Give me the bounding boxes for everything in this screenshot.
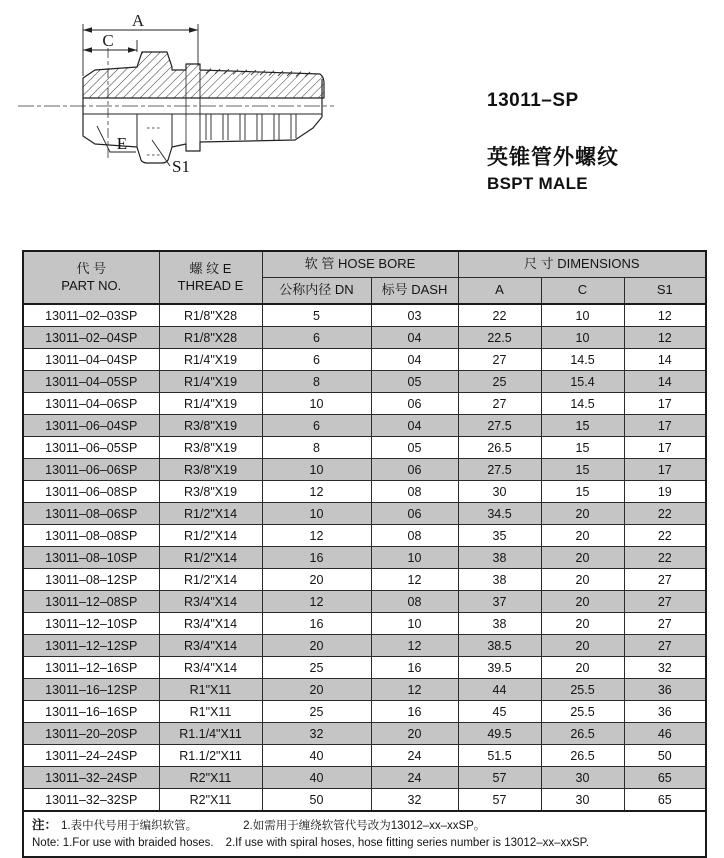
cell-a: 49.5 xyxy=(458,723,541,745)
cell-thread_e: R1.1/4"X11 xyxy=(159,723,262,745)
center-lines xyxy=(18,48,334,158)
cell-s1: 36 xyxy=(624,701,706,723)
cell-part_no: 13011–08–12SP xyxy=(23,569,159,591)
col-header-dn: 公称内径 DN xyxy=(262,278,371,305)
cell-part_no: 13011–06–05SP xyxy=(23,437,159,459)
cell-thread_e: R3/4"X14 xyxy=(159,591,262,613)
cell-part_no: 13011–20–20SP xyxy=(23,723,159,745)
cell-thread_e: R3/8"X19 xyxy=(159,459,262,481)
dim-label-c: C xyxy=(102,31,114,50)
cell-c: 14.5 xyxy=(541,393,624,415)
cell-dash: 20 xyxy=(371,723,458,745)
dimension-c xyxy=(83,31,137,53)
cell-part_no: 13011–06–08SP xyxy=(23,481,159,503)
cell-dn: 40 xyxy=(262,767,371,789)
cell-c: 20 xyxy=(541,591,624,613)
cell-thread_e: R1/4"X19 xyxy=(159,393,262,415)
cell-part_no: 13011–06–06SP xyxy=(23,459,159,481)
cell-thread_e: R2"X11 xyxy=(159,767,262,789)
cell-s1: 12 xyxy=(624,304,706,327)
spec-table xyxy=(22,250,707,858)
cell-dash: 10 xyxy=(371,613,458,635)
cell-a: 26.5 xyxy=(458,437,541,459)
cell-part_no: 13011–02–03SP xyxy=(23,304,159,327)
cell-a: 35 xyxy=(458,525,541,547)
table-row xyxy=(23,304,706,327)
cell-dash: 04 xyxy=(371,327,458,349)
cell-c: 15 xyxy=(541,481,624,503)
cell-c: 20 xyxy=(541,657,624,679)
cell-thread_e: R3/4"X14 xyxy=(159,635,262,657)
cell-part_no: 13011–12–10SP xyxy=(23,613,159,635)
cell-thread_e: R1/2"X14 xyxy=(159,503,262,525)
cell-thread_e: R3/8"X19 xyxy=(159,437,262,459)
cell-dn: 16 xyxy=(262,613,371,635)
cell-c: 20 xyxy=(541,635,624,657)
note-line-cn xyxy=(32,816,697,835)
cell-dash: 04 xyxy=(371,415,458,437)
cell-dn: 6 xyxy=(262,415,371,437)
table-row xyxy=(23,393,706,415)
cell-a: 27.5 xyxy=(458,459,541,481)
cell-c: 30 xyxy=(541,767,624,789)
cell-a: 22 xyxy=(458,304,541,327)
cell-dash: 03 xyxy=(371,304,458,327)
col-header-s1: S1 xyxy=(624,278,706,305)
cell-s1: 50 xyxy=(624,745,706,767)
cell-s1: 36 xyxy=(624,679,706,701)
cell-thread_e: R1/8"X28 xyxy=(159,304,262,327)
cell-a: 37 xyxy=(458,591,541,613)
cell-dash: 16 xyxy=(371,657,458,679)
cell-thread_e: R3/4"X14 xyxy=(159,657,262,679)
col-header-part-no-en: PART NO. xyxy=(61,277,122,293)
cell-thread_e: R3/8"X19 xyxy=(159,481,262,503)
table-row xyxy=(23,349,706,371)
cell-dn: 12 xyxy=(262,525,371,547)
cell-dash: 04 xyxy=(371,349,458,371)
table-row xyxy=(23,437,706,459)
cell-s1: 22 xyxy=(624,525,706,547)
product-code: 13011–SP xyxy=(487,90,579,111)
table-notes xyxy=(23,811,706,857)
table-row xyxy=(23,591,706,613)
cell-dash: 06 xyxy=(371,503,458,525)
cell-part_no: 13011–12–08SP xyxy=(23,591,159,613)
cell-s1: 27 xyxy=(624,569,706,591)
spec-table-header xyxy=(23,251,706,304)
cell-a: 38.5 xyxy=(458,635,541,657)
table-row xyxy=(23,767,706,789)
dim-label-a: A xyxy=(131,11,145,30)
cell-c: 15 xyxy=(541,415,624,437)
spec-table-body xyxy=(23,304,706,811)
cell-dash: 10 xyxy=(371,547,458,569)
cell-thread_e: R1/8"X28 xyxy=(159,327,262,349)
cell-c: 14.5 xyxy=(541,349,624,371)
cell-dash: 16 xyxy=(371,701,458,723)
cell-part_no: 13011–16–12SP xyxy=(23,679,159,701)
cell-part_no: 13011–08–10SP xyxy=(23,547,159,569)
cell-dash: 24 xyxy=(371,745,458,767)
cell-thread_e: R1/2"X14 xyxy=(159,525,262,547)
col-header-c: C xyxy=(541,278,624,305)
cell-dn: 12 xyxy=(262,481,371,503)
cell-dn: 25 xyxy=(262,701,371,723)
cell-thread_e: R1/2"X14 xyxy=(159,547,262,569)
cell-c: 20 xyxy=(541,613,624,635)
col-header-part-no-cn: 代 号 xyxy=(76,261,107,277)
cell-c: 26.5 xyxy=(541,745,624,767)
cell-a: 57 xyxy=(458,767,541,789)
col-header-thread-en: THREAD E xyxy=(177,277,244,293)
table-row xyxy=(23,371,706,393)
col-header-thread-cn: 螺 纹 E xyxy=(189,261,232,277)
cell-c: 15 xyxy=(541,459,624,481)
cell-dn: 10 xyxy=(262,459,371,481)
cell-thread_e: R1"X11 xyxy=(159,679,262,701)
cell-dn: 6 xyxy=(262,327,371,349)
cell-a: 57 xyxy=(458,789,541,812)
cell-s1: 14 xyxy=(624,349,706,371)
table-row xyxy=(23,459,706,481)
cell-dash: 08 xyxy=(371,481,458,503)
cell-a: 51.5 xyxy=(458,745,541,767)
notes-row xyxy=(23,811,706,857)
table-row xyxy=(23,701,706,723)
cell-dn: 8 xyxy=(262,437,371,459)
cell-dn: 16 xyxy=(262,547,371,569)
cell-dn: 20 xyxy=(262,679,371,701)
cell-c: 20 xyxy=(541,525,624,547)
title-block xyxy=(487,90,619,194)
product-name-cn: 英锥管外螺纹 xyxy=(487,146,619,169)
cell-dn: 5 xyxy=(262,304,371,327)
cell-c: 30 xyxy=(541,789,624,812)
cell-a: 27.5 xyxy=(458,415,541,437)
col-header-dash: 标号 DASH xyxy=(371,278,458,305)
cell-s1: 46 xyxy=(624,723,706,745)
cell-part_no: 13011–12–16SP xyxy=(23,657,159,679)
cell-part_no: 13011–16–16SP xyxy=(23,701,159,723)
cell-c: 10 xyxy=(541,327,624,349)
cell-part_no: 13011–06–04SP xyxy=(23,415,159,437)
cell-a: 34.5 xyxy=(458,503,541,525)
cell-dn: 12 xyxy=(262,591,371,613)
cell-a: 44 xyxy=(458,679,541,701)
table-row xyxy=(23,789,706,812)
cell-part_no: 13011–32–32SP xyxy=(23,789,159,812)
cell-dash: 32 xyxy=(371,789,458,812)
table-row xyxy=(23,569,706,591)
cell-s1: 17 xyxy=(624,437,706,459)
cell-s1: 17 xyxy=(624,415,706,437)
cell-s1: 65 xyxy=(624,767,706,789)
cell-a: 22.5 xyxy=(458,327,541,349)
note-cn-2: 2.如需用于缠绕软管代号改为13012–xx–xxSP。 xyxy=(243,820,486,832)
table-row xyxy=(23,679,706,701)
cell-dash: 05 xyxy=(371,371,458,393)
table-row xyxy=(23,503,706,525)
cell-part_no: 13011–04–05SP xyxy=(23,371,159,393)
cell-dn: 20 xyxy=(262,635,371,657)
cell-a: 39.5 xyxy=(458,657,541,679)
cell-c: 20 xyxy=(541,569,624,591)
dim-label-e: E xyxy=(116,134,128,153)
fitting-upper-section xyxy=(83,52,324,98)
table-row xyxy=(23,613,706,635)
spec-table-footer xyxy=(23,811,706,857)
cell-part_no: 13011–02–04SP xyxy=(23,327,159,349)
cell-a: 45 xyxy=(458,701,541,723)
cell-a: 38 xyxy=(458,547,541,569)
cell-part_no: 13011–04–06SP xyxy=(23,393,159,415)
header-row-1 xyxy=(23,251,706,278)
table-row xyxy=(23,547,706,569)
table-row xyxy=(23,525,706,547)
cell-dn: 20 xyxy=(262,569,371,591)
cell-dn: 10 xyxy=(262,393,371,415)
cell-dash: 06 xyxy=(371,393,458,415)
cell-dash: 05 xyxy=(371,437,458,459)
cell-a: 38 xyxy=(458,613,541,635)
cell-part_no: 13011–12–12SP xyxy=(23,635,159,657)
cell-s1: 22 xyxy=(624,503,706,525)
cell-c: 15 xyxy=(541,437,624,459)
cell-dash: 12 xyxy=(371,679,458,701)
cell-s1: 27 xyxy=(624,591,706,613)
cell-dash: 08 xyxy=(371,525,458,547)
cell-c: 25.5 xyxy=(541,701,624,723)
cell-a: 25 xyxy=(458,371,541,393)
cell-a: 30 xyxy=(458,481,541,503)
note-en-2: 2.If use with spiral hoses, hose fitting series number is 13012–xx–xxSP. xyxy=(225,836,590,849)
col-header-dimensions: 尺 寸 DIMENSIONS xyxy=(458,251,706,278)
leader-e xyxy=(97,126,136,153)
cell-dn: 25 xyxy=(262,657,371,679)
col-header-a: A xyxy=(458,278,541,305)
note-en-prefix: Note: xyxy=(32,836,60,849)
cell-part_no: 13011–08–08SP xyxy=(23,525,159,547)
cell-thread_e: R3/8"X19 xyxy=(159,415,262,437)
cell-part_no: 13011–08–06SP xyxy=(23,503,159,525)
cell-c: 20 xyxy=(541,547,624,569)
table-row xyxy=(23,723,706,745)
leader-s1 xyxy=(152,140,190,176)
note-en-1: 1.For use with braided hoses. xyxy=(62,836,214,849)
cell-thread_e: R1.1/2"X11 xyxy=(159,745,262,767)
cell-dash: 06 xyxy=(371,459,458,481)
cell-c: 15.4 xyxy=(541,371,624,393)
cell-thread_e: R3/4"X14 xyxy=(159,613,262,635)
note-prefix-cn: 注： xyxy=(32,818,58,832)
note-line-en xyxy=(32,835,697,852)
table-row xyxy=(23,635,706,657)
cell-s1: 32 xyxy=(624,657,706,679)
cell-thread_e: R1/4"X19 xyxy=(159,371,262,393)
cell-dn: 32 xyxy=(262,723,371,745)
table-row xyxy=(23,327,706,349)
col-header-hose-bore: 软 管 HOSE BORE xyxy=(262,251,458,278)
dim-label-s1: S1 xyxy=(172,157,190,176)
cell-c: 10 xyxy=(541,304,624,327)
cell-dn: 50 xyxy=(262,789,371,812)
cell-dn: 10 xyxy=(262,503,371,525)
cell-s1: 17 xyxy=(624,393,706,415)
col-header-thread xyxy=(159,251,262,304)
cell-s1: 27 xyxy=(624,635,706,657)
table-row xyxy=(23,481,706,503)
cell-c: 26.5 xyxy=(541,723,624,745)
technical-drawing xyxy=(0,0,400,200)
col-header-part-no xyxy=(23,251,159,304)
cell-thread_e: R2"X11 xyxy=(159,789,262,812)
cell-s1: 14 xyxy=(624,371,706,393)
cell-s1: 19 xyxy=(624,481,706,503)
cell-c: 25.5 xyxy=(541,679,624,701)
cell-s1: 17 xyxy=(624,459,706,481)
cell-dash: 12 xyxy=(371,635,458,657)
cell-dn: 6 xyxy=(262,349,371,371)
cell-s1: 27 xyxy=(624,613,706,635)
cell-s1: 65 xyxy=(624,789,706,812)
cell-thread_e: R1/2"X14 xyxy=(159,569,262,591)
cell-a: 27 xyxy=(458,393,541,415)
cell-dash: 12 xyxy=(371,569,458,591)
table-row xyxy=(23,657,706,679)
note-cn-1: 1.表中代号用于编织软管。 xyxy=(61,820,198,832)
cell-s1: 22 xyxy=(624,547,706,569)
cell-part_no: 13011–24–24SP xyxy=(23,745,159,767)
cell-dn: 40 xyxy=(262,745,371,767)
cell-part_no: 13011–32–24SP xyxy=(23,767,159,789)
cell-c: 20 xyxy=(541,503,624,525)
cell-dash: 08 xyxy=(371,591,458,613)
cell-dash: 24 xyxy=(371,767,458,789)
cell-a: 38 xyxy=(458,569,541,591)
table-row xyxy=(23,745,706,767)
cell-dn: 8 xyxy=(262,371,371,393)
cell-s1: 12 xyxy=(624,327,706,349)
cell-a: 27 xyxy=(458,349,541,371)
table-row xyxy=(23,415,706,437)
cell-thread_e: R1/4"X19 xyxy=(159,349,262,371)
cell-part_no: 13011–04–04SP xyxy=(23,349,159,371)
cell-thread_e: R1"X11 xyxy=(159,701,262,723)
product-name-en: BSPT MALE xyxy=(487,174,588,193)
